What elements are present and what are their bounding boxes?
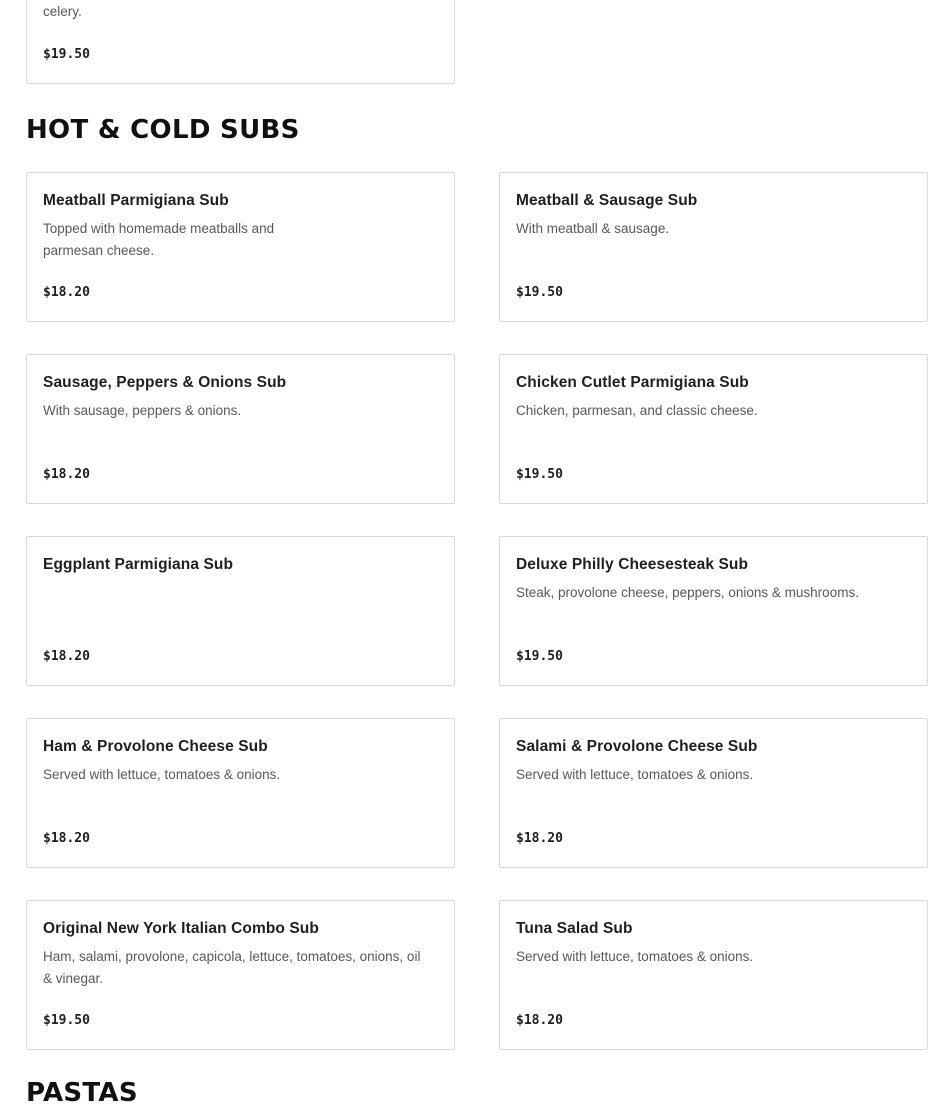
menu-item-card[interactable] (499, 900, 928, 1050)
menu-item-price: $18.20 (43, 831, 90, 846)
menu-item-description: celery. (43, 4, 82, 19)
menu-item-card[interactable] (26, 172, 455, 322)
section-title-hot-cold-subs: HOT & COLD SUBS (26, 115, 300, 145)
menu-item-description: With meatball & sausage. (516, 221, 670, 236)
section-title-pastas: PASTAS (26, 1078, 138, 1108)
menu-item-card[interactable] (26, 718, 455, 868)
menu-item-name: Ham & Provolone Cheese Sub (43, 738, 268, 755)
menu-item-description: With sausage, peppers & onions. (43, 403, 242, 418)
menu-item-card[interactable] (26, 536, 455, 686)
menu-item-price: $18.20 (43, 285, 90, 300)
menu-item-price: $19.50 (516, 285, 563, 300)
menu-item-name: Original New York Italian Combo Sub (43, 920, 319, 937)
menu-item-name: Deluxe Philly Cheesesteak Sub (516, 556, 749, 573)
menu-item-name: Chicken Cutlet Parmigiana Sub (516, 374, 749, 391)
menu-item-card[interactable] (499, 536, 928, 686)
menu-item-description: Topped with homemade meatballs and parmesan cheese. (43, 221, 275, 258)
menu-item-card[interactable] (499, 172, 928, 322)
menu-item-name: Tuna Salad Sub (516, 920, 633, 937)
menu-item-description: Served with lettuce, tomatoes & onions. (516, 767, 754, 782)
menu-item-name: Meatball Parmigiana Sub (43, 192, 229, 209)
menu-item-price: $19.50 (516, 467, 563, 482)
menu-item-description: Steak, provolone cheese, peppers, onions & mushrooms. (516, 585, 859, 600)
menu-item-name: Eggplant Parmigiana Sub (43, 556, 234, 573)
menu-item-card[interactable] (499, 354, 928, 504)
menu-item-price: $19.50 (516, 649, 563, 664)
menu-item-description: Served with lettuce, tomatoes & onions. (516, 949, 754, 964)
menu-item-name: Meatball & Sausage Sub (516, 192, 698, 209)
menu-item-card[interactable] (26, 0, 455, 84)
menu-item-price: $18.20 (43, 467, 90, 482)
menu-item-description: Ham, salami, provolone, capicola, lettuce, tomatoes, onions, oil & vinegar. (43, 949, 421, 986)
menu-item-name: Sausage, Peppers & Onions Sub (43, 374, 287, 391)
menu-item-price: $19.50 (43, 47, 90, 62)
menu-item-name: Salami & Provolone Cheese Sub (516, 738, 758, 755)
menu-item-price: $18.20 (43, 649, 90, 664)
menu-item-price: $19.50 (43, 1013, 90, 1028)
menu-item-card[interactable] (26, 354, 455, 504)
menu-item-card[interactable] (26, 900, 455, 1050)
menu-item-description: Served with lettuce, tomatoes & onions. (43, 767, 281, 782)
menu-item-card[interactable] (499, 718, 928, 868)
menu-item-price: $18.20 (516, 1013, 563, 1028)
menu-item-description: Chicken, parmesan, and classic cheese. (516, 403, 758, 418)
menu-item-price: $18.20 (516, 831, 563, 846)
